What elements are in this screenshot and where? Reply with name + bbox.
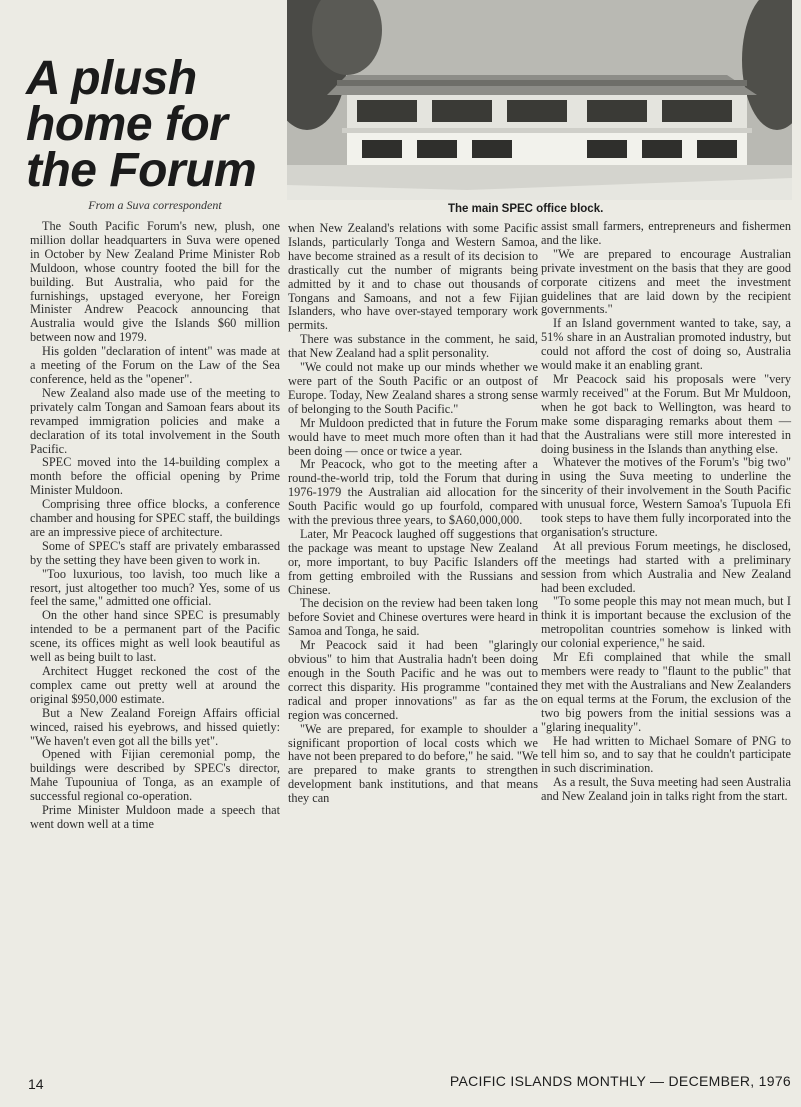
photo-caption: The main SPEC office block. bbox=[448, 203, 604, 215]
paragraph: There was substance in the comment, he said, that New Zealand had a split personality. bbox=[288, 332, 538, 361]
paragraph: Whatever the motives of the Forum's "big two" in using the Suva meeting to underline the sincerity of their involvement in the South Pacific with unusual force, Western Samoa's Tupuola Efi took steps to have them fully incorporated into the organisation's structure. bbox=[541, 455, 791, 539]
headline-line: home for bbox=[26, 98, 228, 151]
article-column-2 bbox=[288, 222, 538, 806]
paragraph: Later, Mr Peacock laughed off suggestions that the package was meant to upstage New Zealand or, more important, to buy Pacific Islanders off from getting embroiled with the Russians and Chinese. bbox=[288, 526, 538, 597]
paragraph: The South Pacific Forum's new, plush, one million dollar headquarters in Suva were opened in October by New Zealand Prime Minister Rob Muldoon, whose country footed the bill for the building. But Australia, who paid for the furnishings, upstaged everyone, her Foreign Minister Andrew Peacock announcing that Australia would give the Islands $60 million between now and 1979. bbox=[30, 219, 280, 345]
paragraph: SPEC moved into the 14-building complex a month before the official opening by Prime Minister Muldoon. bbox=[30, 455, 280, 498]
headline-line: A plush bbox=[26, 52, 197, 105]
headline-line: the Forum bbox=[26, 144, 257, 197]
paragraph: Mr Efi complained that while the small members were ready to "flaunt to the public" that they met with the Australians and New Zealanders on equal terms at the Forum, the exclusion of the two big powers from the initial sessions was a "glaring inequality". bbox=[541, 650, 791, 734]
paragraph: He had written to Michael Somare of PNG to tell him so, and to say that he couldn't participate in such discrimination. bbox=[541, 733, 791, 776]
paragraph: Mr Muldoon predicted that in future the Forum would have to meet much more often than it had been doing — once or twice a year. bbox=[288, 415, 538, 458]
paragraph: when New Zealand's relations with some Pacific Islands, particularly Tonga and Western Samoa, have become strained as a result of its decision to drastically cut the number of migrants being admitted by it and to chase out thousands of Tongans and Samoans, and not a few Fijian Islanders, who have over-stayed temporary work permits. bbox=[288, 221, 538, 333]
paragraph: Mr Peacock said it had been "glaringly obvious" to him that Australia hadn't been doing enough in the South Pacific and he was out to correct this disparity. His programme "contained radical and proper innovations" as far as the region was concerned. bbox=[288, 638, 538, 722]
paragraph: Some of SPEC's staff are privately embarassed by the setting they have been given to work in. bbox=[30, 538, 280, 567]
paragraph: assist small farmers, entrepreneurs and fishermen and the like. bbox=[541, 219, 791, 247]
paragraph: The decision on the review had been taken long before Soviet and Chinese overtures were heard in Samoa and Tonga, he said. bbox=[288, 596, 538, 639]
paragraph: "To some people this may not mean much, but I think it is important because the exclusion of the metropolitan countries somehow is linked with our colonial experience," he said. bbox=[541, 594, 791, 651]
building-photo-image bbox=[287, 0, 792, 200]
paragraph: "We are prepared to encourage Australian private investment on the basis that they are good corporate citizens and meet the investment guidelines that are laid down by the recipient governments." bbox=[541, 246, 791, 317]
paragraph: "We are prepared, for example to shoulder a significant proportion of local costs which we have not been prepared to do before," he said. "We are prepared to make grants to strengthen development bank institutions, and that means they can bbox=[288, 721, 538, 806]
paragraph: Mr Peacock, who got to the meeting after a round-the-world trip, told the Forum that during 1976-1979 the Australian aid allocation for the South Pacific would go up fourfold, compared with the previous three years, to $A60,000,000. bbox=[288, 457, 538, 528]
paragraph: Mr Peacock said his proposals were "very warmly received" at the Forum. But Mr Muldoon, when he got back to Wellington, was heard to make some disparaging remarks about them — that the Australians were still more interested in doing business in the Islands than anything else. bbox=[541, 371, 791, 456]
headline bbox=[26, 52, 276, 197]
paragraph: Architect Hugget reckoned the cost of the complex came out pretty well at around the original $950,000 estimate. bbox=[30, 664, 280, 706]
paragraph: But a New Zealand Foreign Affairs official winced, raised his eyebrows, and hissed quietly: "We haven't even got all the bills yet". bbox=[30, 705, 280, 748]
article-column-1 bbox=[30, 220, 280, 832]
building-photo bbox=[287, 0, 792, 200]
paragraph: "Too luxurious, too lavish, too much like a resort, just altogether too much? Yes, some of us feel the same," admitted one official. bbox=[30, 566, 280, 609]
paragraph: At all previous Forum meetings, he disclosed, the meetings had started with a preliminary session from which Australia and New Zealand had been excluded. bbox=[541, 538, 791, 595]
page-number: 14 bbox=[28, 1076, 44, 1092]
paragraph: His golden "declaration of intent" was made at a meeting of the Forum on the Law of the Sea conference, held as the "opener". bbox=[30, 344, 280, 386]
paragraph: Prime Minister Muldoon made a speech that went down well at a time bbox=[30, 803, 280, 831]
paragraph: Opened with Fijian ceremonial pomp, the buildings were described by SPEC's director, Mahe Tupouniua of Tonga, as an example of successful regional co-operation. bbox=[30, 747, 280, 804]
paragraph: As a result, the Suva meeting had seen Australia and New Zealand join in talks right from the start. bbox=[541, 775, 791, 804]
paragraph: On the other hand since SPEC is presumably intended to be a permanent part of the Pacific scene, its offices might as well look beautiful as well as being built to last. bbox=[30, 608, 280, 665]
paragraph: If an Island government wanted to take, say, a 51% share in an Australian promoted industry, but could not afford the cost of doing so, Australia would make it an enabling grant. bbox=[541, 316, 791, 373]
byline: From a Suva correspondent bbox=[88, 198, 222, 212]
paragraph: Comprising three office blocks, a conference chamber and housing for SPEC staff, the buildings are an impressive piece of architecture. bbox=[30, 497, 280, 539]
paragraph: New Zealand also made use of the meeting to privately calm Tongan and Samoan fears about its revamped immigration policies and make a declaration of its total involvement in the South Pacific. bbox=[30, 385, 280, 456]
masthead-footer: PACIFIC ISLANDS MONTHLY — DECEMBER, 1976 bbox=[449, 1073, 791, 1089]
paragraph: "We could not make up our minds whether we were part of the South Pacific or an outpost of Europe. Today, New Zealand shares a strong sense of belonging to the South Pacific." bbox=[288, 360, 538, 416]
article-column-3 bbox=[541, 220, 791, 804]
